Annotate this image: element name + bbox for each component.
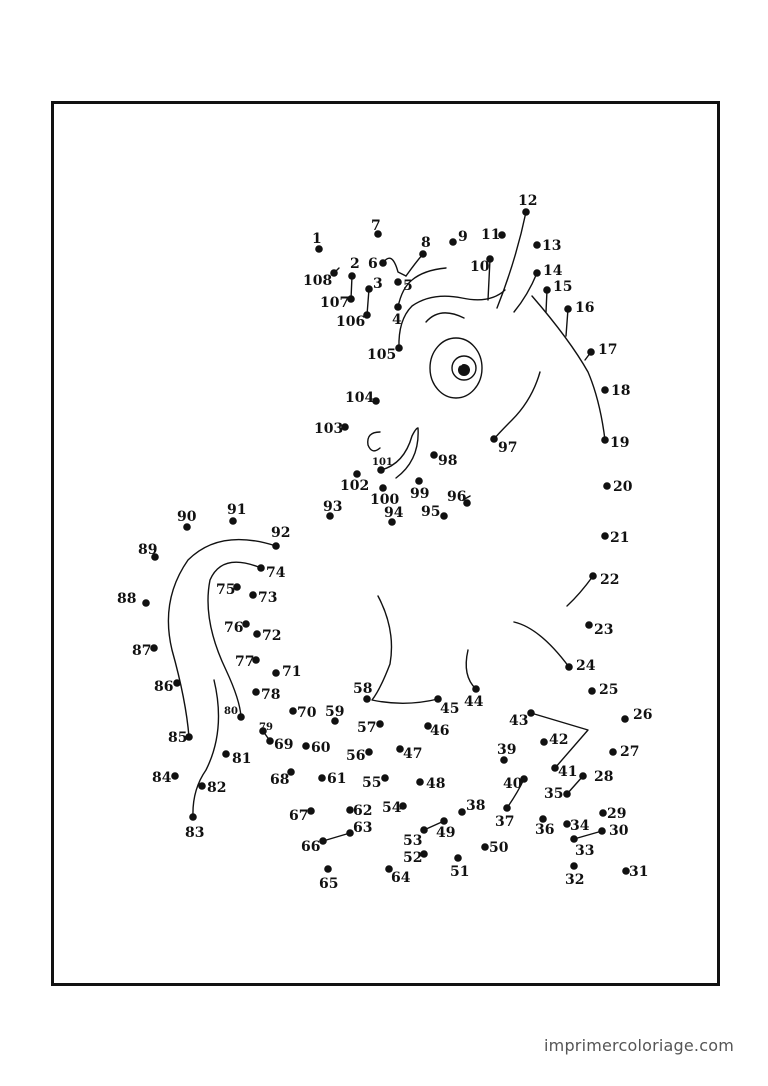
dot-14 xyxy=(533,269,541,277)
dot-label-20: 20 xyxy=(613,479,633,495)
dot-label-84: 84 xyxy=(152,770,172,786)
dot-92 xyxy=(272,542,280,550)
dot-15 xyxy=(543,286,551,294)
dot-6 xyxy=(379,259,387,267)
dot-83 xyxy=(189,813,197,821)
dot-label-23: 23 xyxy=(594,622,614,638)
dot-label-89: 89 xyxy=(138,542,158,558)
dot-label-80: 80 xyxy=(224,706,238,717)
ear-right-stroke xyxy=(406,254,423,276)
dot-label-39: 39 xyxy=(497,742,517,758)
dot-label-63: 63 xyxy=(353,820,373,836)
dot-label-41: 41 xyxy=(558,764,578,780)
dot-88 xyxy=(142,599,150,607)
front-leg-stroke xyxy=(514,622,569,667)
dot-label-33: 33 xyxy=(575,843,595,859)
dot-label-1: 1 xyxy=(312,231,322,247)
dot-label-40: 40 xyxy=(503,776,523,792)
dot-20 xyxy=(603,482,611,490)
dot-label-70: 70 xyxy=(297,705,317,721)
dot-69 xyxy=(266,737,274,745)
dot-label-34: 34 xyxy=(570,818,590,834)
cheek-stroke xyxy=(494,372,540,439)
forelock-link-3-106 xyxy=(367,289,369,315)
dot-100 xyxy=(379,484,387,492)
dot-37 xyxy=(503,804,511,812)
dot-label-65: 65 xyxy=(319,876,339,892)
dot-label-17: 17 xyxy=(598,342,618,358)
dot-label-64: 64 xyxy=(391,870,411,886)
dot-label-32: 32 xyxy=(565,872,585,888)
dot-label-83: 83 xyxy=(185,825,205,841)
dot-38 xyxy=(458,808,466,816)
mane-tuft-5 xyxy=(566,309,568,336)
dot-label-13: 13 xyxy=(542,238,562,254)
knee-stroke xyxy=(466,650,476,689)
dot-label-74: 74 xyxy=(266,565,286,581)
dot-label-55: 55 xyxy=(362,775,382,791)
dot-label-14: 14 xyxy=(543,263,563,279)
dot-label-4: 4 xyxy=(392,312,402,328)
dot-label-106: 106 xyxy=(336,314,366,330)
dot-label-77: 77 xyxy=(235,654,255,670)
dot-label-11: 11 xyxy=(481,227,501,243)
dot-label-42: 42 xyxy=(549,732,569,748)
eye-highlight xyxy=(457,360,462,365)
outline-strokes xyxy=(168,212,605,841)
dot-label-68: 68 xyxy=(270,772,290,788)
dot-label-16: 16 xyxy=(575,300,595,316)
dot-label-61: 61 xyxy=(327,771,347,787)
dot-17 xyxy=(587,348,595,356)
dot-label-7: 7 xyxy=(371,218,381,234)
dot-4 xyxy=(394,303,402,311)
dot-label-82: 82 xyxy=(207,780,227,796)
dot-label-54: 54 xyxy=(382,800,402,816)
dot-label-93: 93 xyxy=(323,499,343,515)
dot-label-38: 38 xyxy=(466,798,486,814)
dot-label-100: 100 xyxy=(370,492,400,508)
dot-97 xyxy=(490,435,498,443)
dot-23 xyxy=(585,621,593,629)
dot-label-5: 5 xyxy=(403,278,413,294)
dot-label-37: 37 xyxy=(495,814,515,830)
dot-label-67: 67 xyxy=(289,808,309,824)
dot-65 xyxy=(324,865,332,873)
dot-label-90: 90 xyxy=(177,509,197,525)
dot-label-76: 76 xyxy=(224,620,244,636)
dot-label-58: 58 xyxy=(353,681,373,697)
dot-label-25: 25 xyxy=(599,682,619,698)
dot-label-97: 97 xyxy=(498,440,518,456)
dot-44 xyxy=(472,685,480,693)
dot-label-56: 56 xyxy=(346,748,366,764)
dot-label-73: 73 xyxy=(258,590,278,606)
dot-label-30: 30 xyxy=(609,823,629,839)
dot-18 xyxy=(601,386,609,394)
dot-label-98: 98 xyxy=(438,453,458,469)
dot-61 xyxy=(318,774,326,782)
dot-label-99: 99 xyxy=(410,486,430,502)
dot-105 xyxy=(395,344,403,352)
dot-label-49: 49 xyxy=(436,825,456,841)
dot-label-94: 94 xyxy=(384,505,404,521)
dot-33 xyxy=(570,835,578,843)
dot-label-104: 104 xyxy=(345,390,375,406)
dot-30 xyxy=(598,827,606,835)
dot-98 xyxy=(430,451,438,459)
dot-label-79: 79 xyxy=(259,722,273,733)
dot-86 xyxy=(173,679,181,687)
dot-102 xyxy=(353,470,361,478)
dot-16 xyxy=(564,305,572,313)
dot-label-53: 53 xyxy=(403,833,423,849)
dot-label-45: 45 xyxy=(440,701,460,717)
dot-78 xyxy=(252,688,260,696)
dot-60 xyxy=(302,742,310,750)
dot-label-22: 22 xyxy=(600,572,620,588)
dot-label-26: 26 xyxy=(633,707,653,723)
dot-3 xyxy=(365,285,373,293)
dot-label-91: 91 xyxy=(227,502,247,518)
dot-56 xyxy=(365,748,373,756)
nostril-stroke xyxy=(368,432,380,451)
mane-tuft-3 xyxy=(514,273,537,312)
dot-label-24: 24 xyxy=(576,658,596,674)
dot-label-28: 28 xyxy=(594,769,614,785)
dot-label-10: 10 xyxy=(470,259,490,275)
dot-label-35: 35 xyxy=(544,786,564,802)
dot-29 xyxy=(599,809,607,817)
dot-label-19: 19 xyxy=(610,435,630,451)
head-top-stroke xyxy=(399,290,505,348)
dot-label-103: 103 xyxy=(314,421,344,437)
dot-13 xyxy=(533,241,541,249)
dot-label-85: 85 xyxy=(168,730,188,746)
dot-label-87: 87 xyxy=(132,643,152,659)
dot-label-78: 78 xyxy=(261,687,281,703)
dot-32 xyxy=(570,862,578,870)
dot-label-59: 59 xyxy=(325,704,345,720)
dot-99 xyxy=(415,477,423,485)
dot-label-86: 86 xyxy=(154,679,174,695)
dot-70 xyxy=(289,707,297,715)
dot-label-9: 9 xyxy=(458,229,468,245)
dot-label-27: 27 xyxy=(620,744,640,760)
dot-91 xyxy=(229,517,237,525)
dot-label-52: 52 xyxy=(403,850,423,866)
dot-label-105: 105 xyxy=(367,347,397,363)
dot-51 xyxy=(454,854,462,862)
dot-74 xyxy=(257,564,265,572)
dot-55 xyxy=(381,774,389,782)
dot-label-43: 43 xyxy=(509,713,529,729)
dot-label-18: 18 xyxy=(611,383,631,399)
dot-label-50: 50 xyxy=(489,840,509,856)
dot-28 xyxy=(579,772,587,780)
chest-stroke xyxy=(567,576,593,606)
dot-label-12: 12 xyxy=(518,193,538,209)
dot-label-8: 8 xyxy=(421,235,431,251)
dot-label-108: 108 xyxy=(303,273,333,289)
dot-label-101: 101 xyxy=(372,457,393,468)
dot-80 xyxy=(237,713,245,721)
dot-24 xyxy=(565,663,573,671)
dot-8 xyxy=(419,250,427,258)
dot-label-92: 92 xyxy=(271,525,291,541)
dot-label-81: 81 xyxy=(232,751,252,767)
dot-42 xyxy=(540,738,548,746)
dot-label-57: 57 xyxy=(357,720,377,736)
dot-26 xyxy=(621,715,629,723)
dot-label-72: 72 xyxy=(262,628,282,644)
mouth-stroke xyxy=(381,428,418,478)
dot-label-44: 44 xyxy=(464,694,484,710)
dot-71 xyxy=(272,669,280,677)
dot-label-62: 62 xyxy=(353,803,373,819)
dot-81 xyxy=(222,750,230,758)
dot-label-60: 60 xyxy=(311,740,331,756)
dot-label-75: 75 xyxy=(216,582,236,598)
dot-57 xyxy=(376,720,384,728)
hind-leg-stroke xyxy=(372,596,438,703)
dot-84 xyxy=(171,772,179,780)
dot-label-46: 46 xyxy=(430,723,450,739)
dot-5 xyxy=(394,278,402,286)
dot-label-88: 88 xyxy=(117,591,137,607)
dot-label-102: 102 xyxy=(340,478,370,494)
dot-27 xyxy=(609,748,617,756)
dot-73 xyxy=(249,591,257,599)
dot-9 xyxy=(449,238,457,246)
dot-label-47: 47 xyxy=(403,746,423,762)
dot-label-95: 95 xyxy=(421,504,441,520)
eye-pupil xyxy=(458,364,470,376)
dot-19 xyxy=(601,436,609,444)
ear-left-stroke xyxy=(383,258,406,276)
dot-label-71: 71 xyxy=(282,664,302,680)
dot-label-48: 48 xyxy=(426,776,446,792)
dot-49 xyxy=(440,817,448,825)
leg-link-66-63 xyxy=(323,833,350,841)
dot-label-107: 107 xyxy=(320,295,350,311)
dot-label-2: 2 xyxy=(350,256,360,272)
dot-label-15: 15 xyxy=(553,279,573,295)
dot-label-21: 21 xyxy=(610,530,630,546)
tail-lock-stroke xyxy=(193,680,219,817)
dot-50 xyxy=(481,843,489,851)
eyebrow-stroke xyxy=(426,313,464,322)
dot-48 xyxy=(416,778,424,786)
dot-label-6: 6 xyxy=(368,256,378,272)
dot-95 xyxy=(440,512,448,520)
dot-82 xyxy=(198,782,206,790)
dot-label-3: 3 xyxy=(373,276,383,292)
dot-12 xyxy=(522,208,530,216)
dot-label-36: 36 xyxy=(535,822,555,838)
dot-21 xyxy=(601,532,609,540)
dot-label-69: 69 xyxy=(274,737,294,753)
neck-back-stroke xyxy=(532,296,605,440)
dot-label-51: 51 xyxy=(450,864,470,880)
dot-25 xyxy=(588,687,596,695)
dot-label-31: 31 xyxy=(629,864,649,880)
site-credit[interactable]: imprimercoloriage.com xyxy=(544,1036,734,1055)
dot-22 xyxy=(589,572,597,580)
dot-label-96: 96 xyxy=(447,489,467,505)
dot-2 xyxy=(348,272,356,280)
eye-outline xyxy=(430,338,482,398)
dot-72 xyxy=(253,630,261,638)
dot-35 xyxy=(563,790,571,798)
dot-label-66: 66 xyxy=(301,839,321,855)
dot-label-29: 29 xyxy=(607,806,627,822)
